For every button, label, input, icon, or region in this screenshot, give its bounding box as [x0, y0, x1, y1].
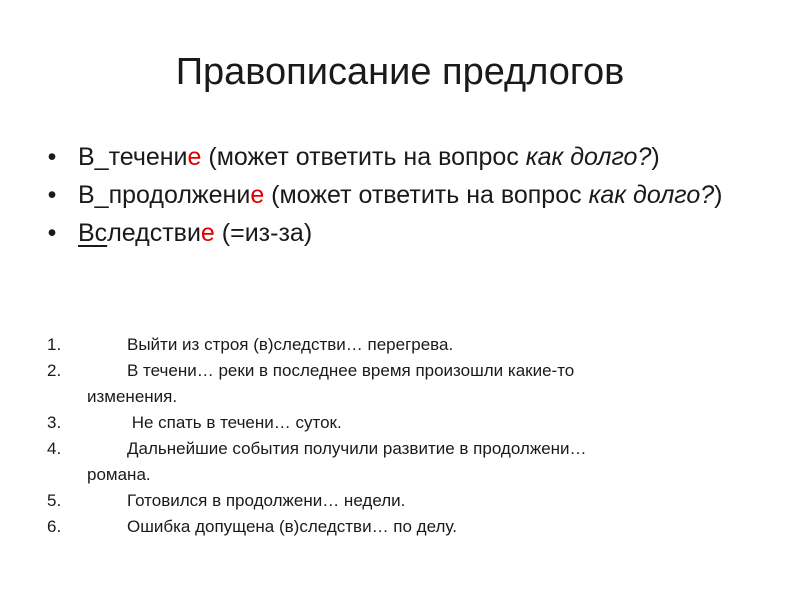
slide-title: Правописание предлогов — [175, 51, 625, 93]
bullet-item-vsledstvie — [42, 216, 742, 250]
bullet-dot-icon: • — [47, 143, 57, 171]
exercise-number: 3. — [47, 413, 62, 432]
ending-highlight: е — [200, 219, 215, 247]
exercise-item — [47, 332, 767, 358]
exercise-number: 6. — [47, 517, 62, 536]
text-part: (может ответить на вопрос — [264, 181, 589, 209]
exercise-item — [47, 514, 767, 540]
exercise-text: Готовился в продолжени… недели. — [127, 491, 406, 510]
exercise-item — [47, 436, 767, 488]
text-part: ледстви — [107, 219, 201, 247]
bullet-text — [78, 219, 312, 247]
text-part: В_течени — [78, 143, 188, 171]
bullet-dot-icon: • — [47, 181, 57, 209]
exercise-text-continued: романа. — [87, 465, 151, 484]
exercise-number: 4. — [47, 439, 62, 458]
underlined-part: Вс — [78, 219, 108, 247]
exercise-text: Ошибка допущена (в)следстви… по делу. — [127, 517, 457, 536]
exercise-text: Дальнейшие события получили развитие в продолжени… — [127, 439, 587, 458]
bullet-text — [78, 143, 660, 171]
exercise-text-continued: изменения. — [87, 387, 178, 406]
question-text: как долго? — [588, 181, 715, 209]
exercise-text: В течени… реки в последнее время произошли какие-то — [127, 361, 575, 380]
exercise-number: 5. — [47, 491, 62, 510]
ending-highlight: е — [187, 143, 202, 171]
bullet-dot-icon: • — [47, 219, 57, 247]
text-part: (может ответить на вопрос — [201, 143, 526, 171]
text-part: ) — [651, 143, 660, 171]
exercise-text: Выйти из строя (в)следстви… перегрева. — [127, 335, 454, 354]
question-text: как долго? — [525, 143, 652, 171]
exercise-item — [47, 488, 767, 514]
bullet-item-v-prodolzhenie — [42, 178, 742, 212]
exercise-item — [47, 358, 767, 410]
text-part: В_продолжени — [78, 181, 251, 209]
text-part: (=из-за) — [214, 219, 313, 247]
ending-highlight: е — [250, 181, 265, 209]
rule-bullet-list — [42, 140, 742, 254]
bullet-text — [78, 181, 722, 209]
exercise-list — [47, 332, 767, 540]
exercise-text: Не спать в течени… суток. — [127, 413, 342, 432]
exercise-number: 1. — [47, 335, 62, 354]
exercise-item — [47, 410, 767, 436]
bullet-item-v-techenie — [42, 140, 742, 174]
exercise-number: 2. — [47, 361, 62, 380]
text-part: ) — [714, 181, 723, 209]
